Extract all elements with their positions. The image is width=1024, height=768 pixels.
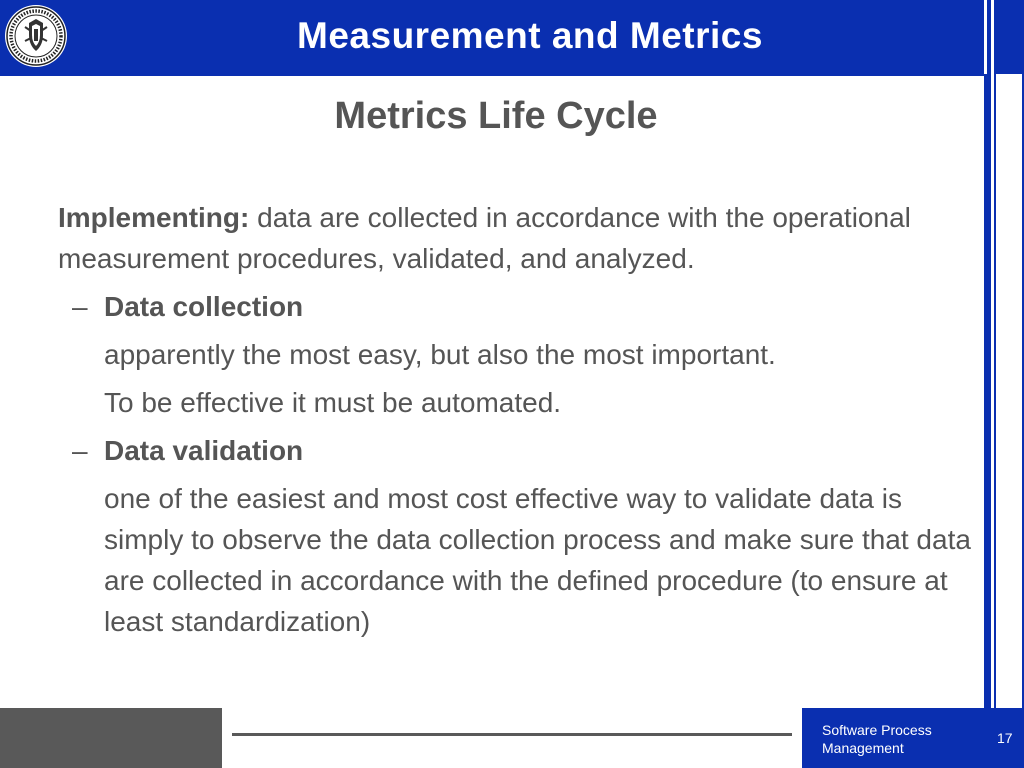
sub-paragraph: To be effective it must be automated. <box>104 387 562 418</box>
intro-text: data are collected in accordance with the operational measurement procedures, validated, and analyzed. <box>58 202 911 274</box>
sub-paragraph: apparently the most easy, but also the most important. <box>104 339 776 370</box>
page-number: 17 <box>997 730 1013 746</box>
sub-heading-text: Data collection <box>104 291 304 322</box>
header-divider <box>991 0 994 74</box>
header-divider <box>984 0 987 74</box>
intro-paragraph <box>58 197 978 279</box>
slide-body <box>58 197 978 642</box>
sub-heading-text: Data validation <box>104 435 304 466</box>
slide-title: Metrics Life Cycle <box>334 95 658 137</box>
header-bottom-rule <box>0 74 984 76</box>
intro-term: Implementing: <box>58 202 250 233</box>
slide-header <box>0 0 1024 74</box>
header-title: Measurement and Metrics <box>297 15 763 56</box>
dash-bullet: – <box>72 435 88 466</box>
page-number-box <box>990 708 1024 768</box>
right-border-bar <box>994 74 996 768</box>
footer-gray-block <box>0 708 222 768</box>
footer-rule <box>232 733 792 736</box>
sub-heading <box>58 430 978 471</box>
footer-course-box <box>802 708 984 768</box>
dash-bullet: – <box>72 291 88 322</box>
sub-paragraph: one of the easiest and most cost effective way to validate data is simply to observe the data collection process and make sure that data are collected in accordance with the defined procedure (to ensure at least standardization) <box>104 483 971 637</box>
university-seal-icon <box>5 5 67 67</box>
footer-course-label: Software Process Management <box>822 722 932 756</box>
sub-heading <box>58 286 978 327</box>
right-border-bar <box>984 74 991 768</box>
